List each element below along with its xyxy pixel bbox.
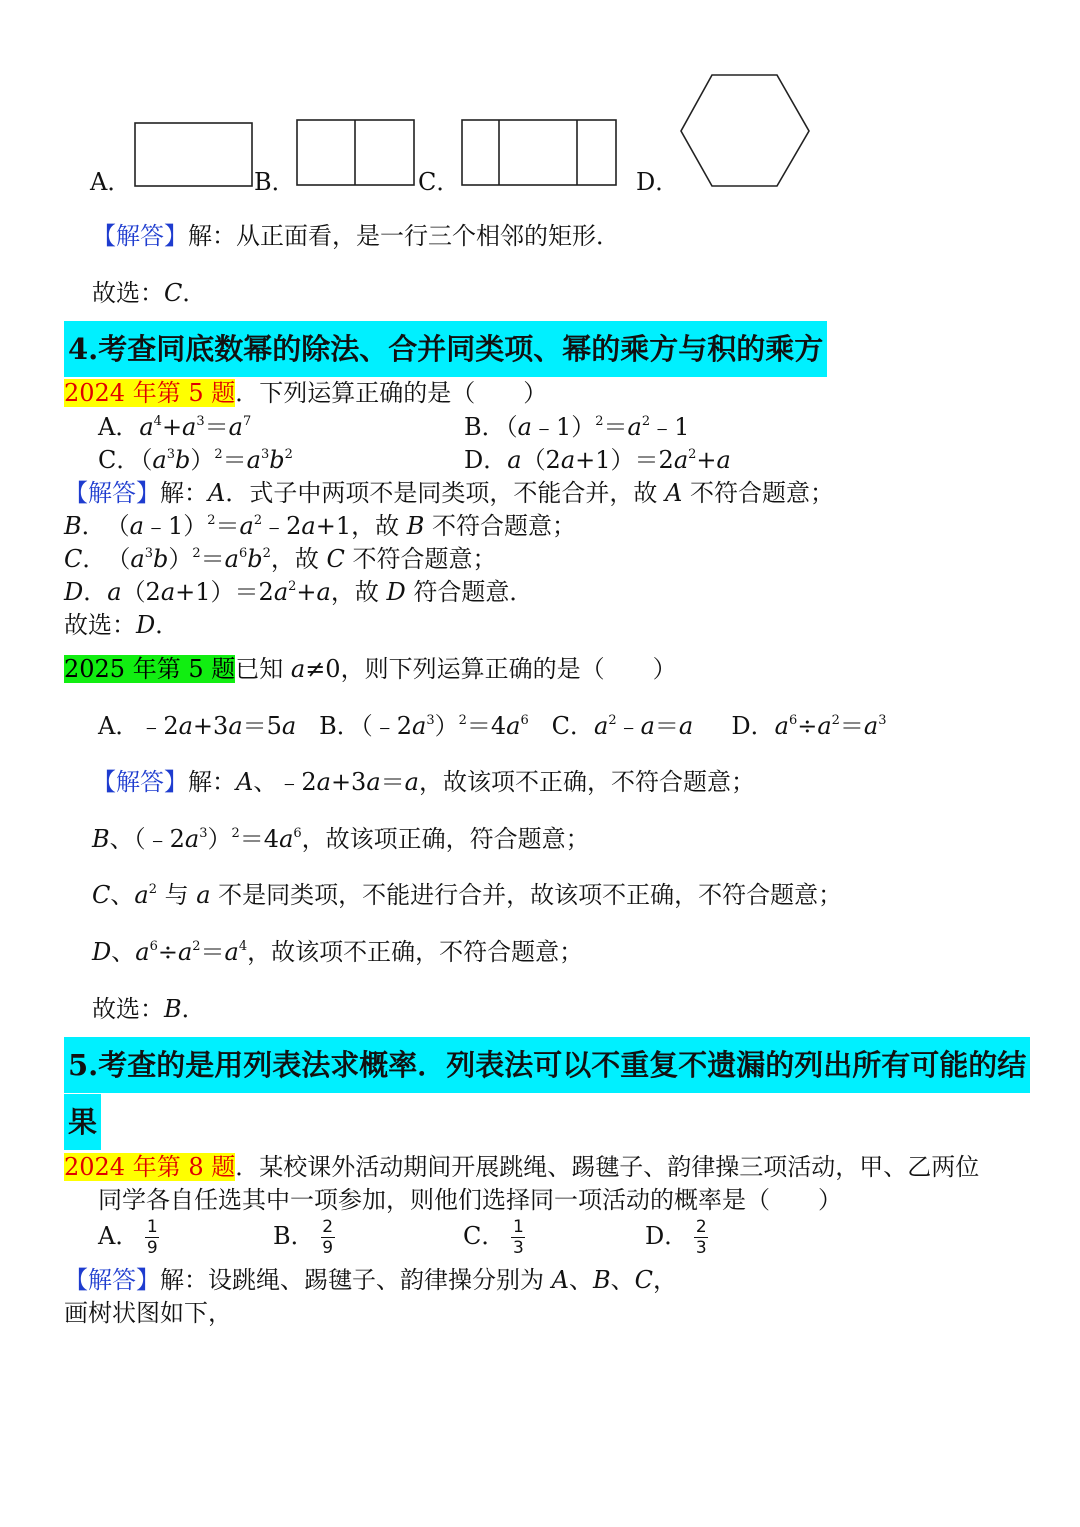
q2024-5-answer-c: C． $(a^3b)^2=a^6b^2$，故 C 不符合题意；: [64, 545, 497, 573]
q2025-5-answer-a: 【解答】解：A、﹣2a+3a＝a，故该项不正确，不符合题意；: [92, 768, 755, 796]
q2024-5-option-d: D．$a(2a+1)=2a^2+a$: [464, 446, 731, 474]
answer-tag: 【解答】: [92, 222, 188, 250]
q2025-5-choose: 故选：B．: [92, 995, 206, 1023]
q2024-8-option-c: C． $\frac{1}{3}$: [463, 1217, 524, 1258]
q2025-5-answer-c: C、$a^2$ 与 a 不是同类项，不能进行合并，故该项不正确，不符合题意；: [92, 881, 843, 909]
q3-choose: 故选：C．: [92, 279, 207, 307]
option-b-label: B．: [254, 168, 296, 196]
q2024-5-stem: 2024 年第 5 题．下列运算正确的是（ ）: [64, 379, 548, 407]
q2025-5-stem: 2025 年第 5 题已知 a≠0，则下列运算正确的是（ ）: [64, 655, 677, 683]
q2024-8-answer-line2: 画树状图如下，: [64, 1299, 232, 1327]
q2024-8-option-a: A． $\frac{1}{9}$: [98, 1217, 158, 1258]
q2025-5-options: A．﹣2a+3a＝5a B．$(﹣2a^3)^2=4a^6$ C．$a^2﹣a=a$ D．$a^6\div a^2=a^3$: [98, 712, 887, 740]
q2024-5-option-c: C．$(a^3b)^2=a^3b^2$: [98, 446, 293, 474]
option-d-hexagon: [680, 74, 810, 188]
option-a-label: A．: [90, 168, 132, 196]
q3-answer: 【解答】解：从正面看，是一行三个相邻的矩形．: [92, 222, 620, 250]
q2024-5-choose: 故选：D．: [64, 611, 180, 639]
section-4-heading: 4.考查同底数幂的除法、合并同类项、幂的乘方与积的乘方: [64, 321, 827, 377]
section-5-heading-line2: 果: [64, 1094, 101, 1150]
option-c-shape: [461, 119, 619, 187]
q2025-5-answer-d: D、$a^6\div a^2=a^4$，故该项不正确，不符合题意；: [92, 938, 584, 966]
q2024-8-stem: 2024 年第 8 题．某校课外活动期间开展跳绳、踢毽子、韵律操三项活动，甲、乙两位: [64, 1153, 980, 1181]
q2024-5-answer-d: D．$a(2a+1)=2a^2+a$，故 D 符合题意．: [64, 578, 534, 606]
year-badge: 2024 年第 5 题: [64, 379, 236, 407]
q2025-5-answer-b: B、$(﹣2a^3)^2=4a^6$，故该项正确，符合题意；: [92, 825, 590, 853]
year-badge: 2025 年第 5 题: [64, 655, 236, 683]
q2024-8-option-b: B． $\frac{2}{9}$: [273, 1217, 334, 1258]
option-c-label: C．: [418, 168, 461, 196]
q2024-8-option-d: D． $\frac{2}{3}$: [645, 1217, 707, 1258]
q2024-5-answer-a: 【解答】解：A．式子中两项不是同类项，不能合并，故 A 不符合题意；: [64, 479, 834, 507]
q2024-8-stem-line2: 同学各自任选其中一项参加，则他们选择同一项活动的概率是（ ）: [98, 1186, 842, 1214]
section-5-heading-line1: 5.考查的是用列表法求概率．列表法可以不重复不遗漏的列出所有可能的结: [64, 1037, 1030, 1093]
q2024-5-answer-b: B． $(a﹣1)^2=a^2﹣2a+1$，故 B 不符合题意；: [64, 512, 576, 540]
option-a-shape: [134, 122, 254, 188]
q2024-5-option-a: A．$a^4+a^3=a^7$: [98, 413, 252, 441]
year-badge: 2024 年第 8 题: [64, 1153, 236, 1181]
option-d-label: D．: [636, 168, 680, 196]
q2024-8-answer: 【解答】解：设跳绳、踢毽子、韵律操分别为 A、B、C，: [64, 1266, 677, 1294]
q2024-5-option-b: B．$(a﹣1)^2=a^2﹣1$: [464, 413, 690, 441]
option-b-shape: [296, 119, 418, 187]
